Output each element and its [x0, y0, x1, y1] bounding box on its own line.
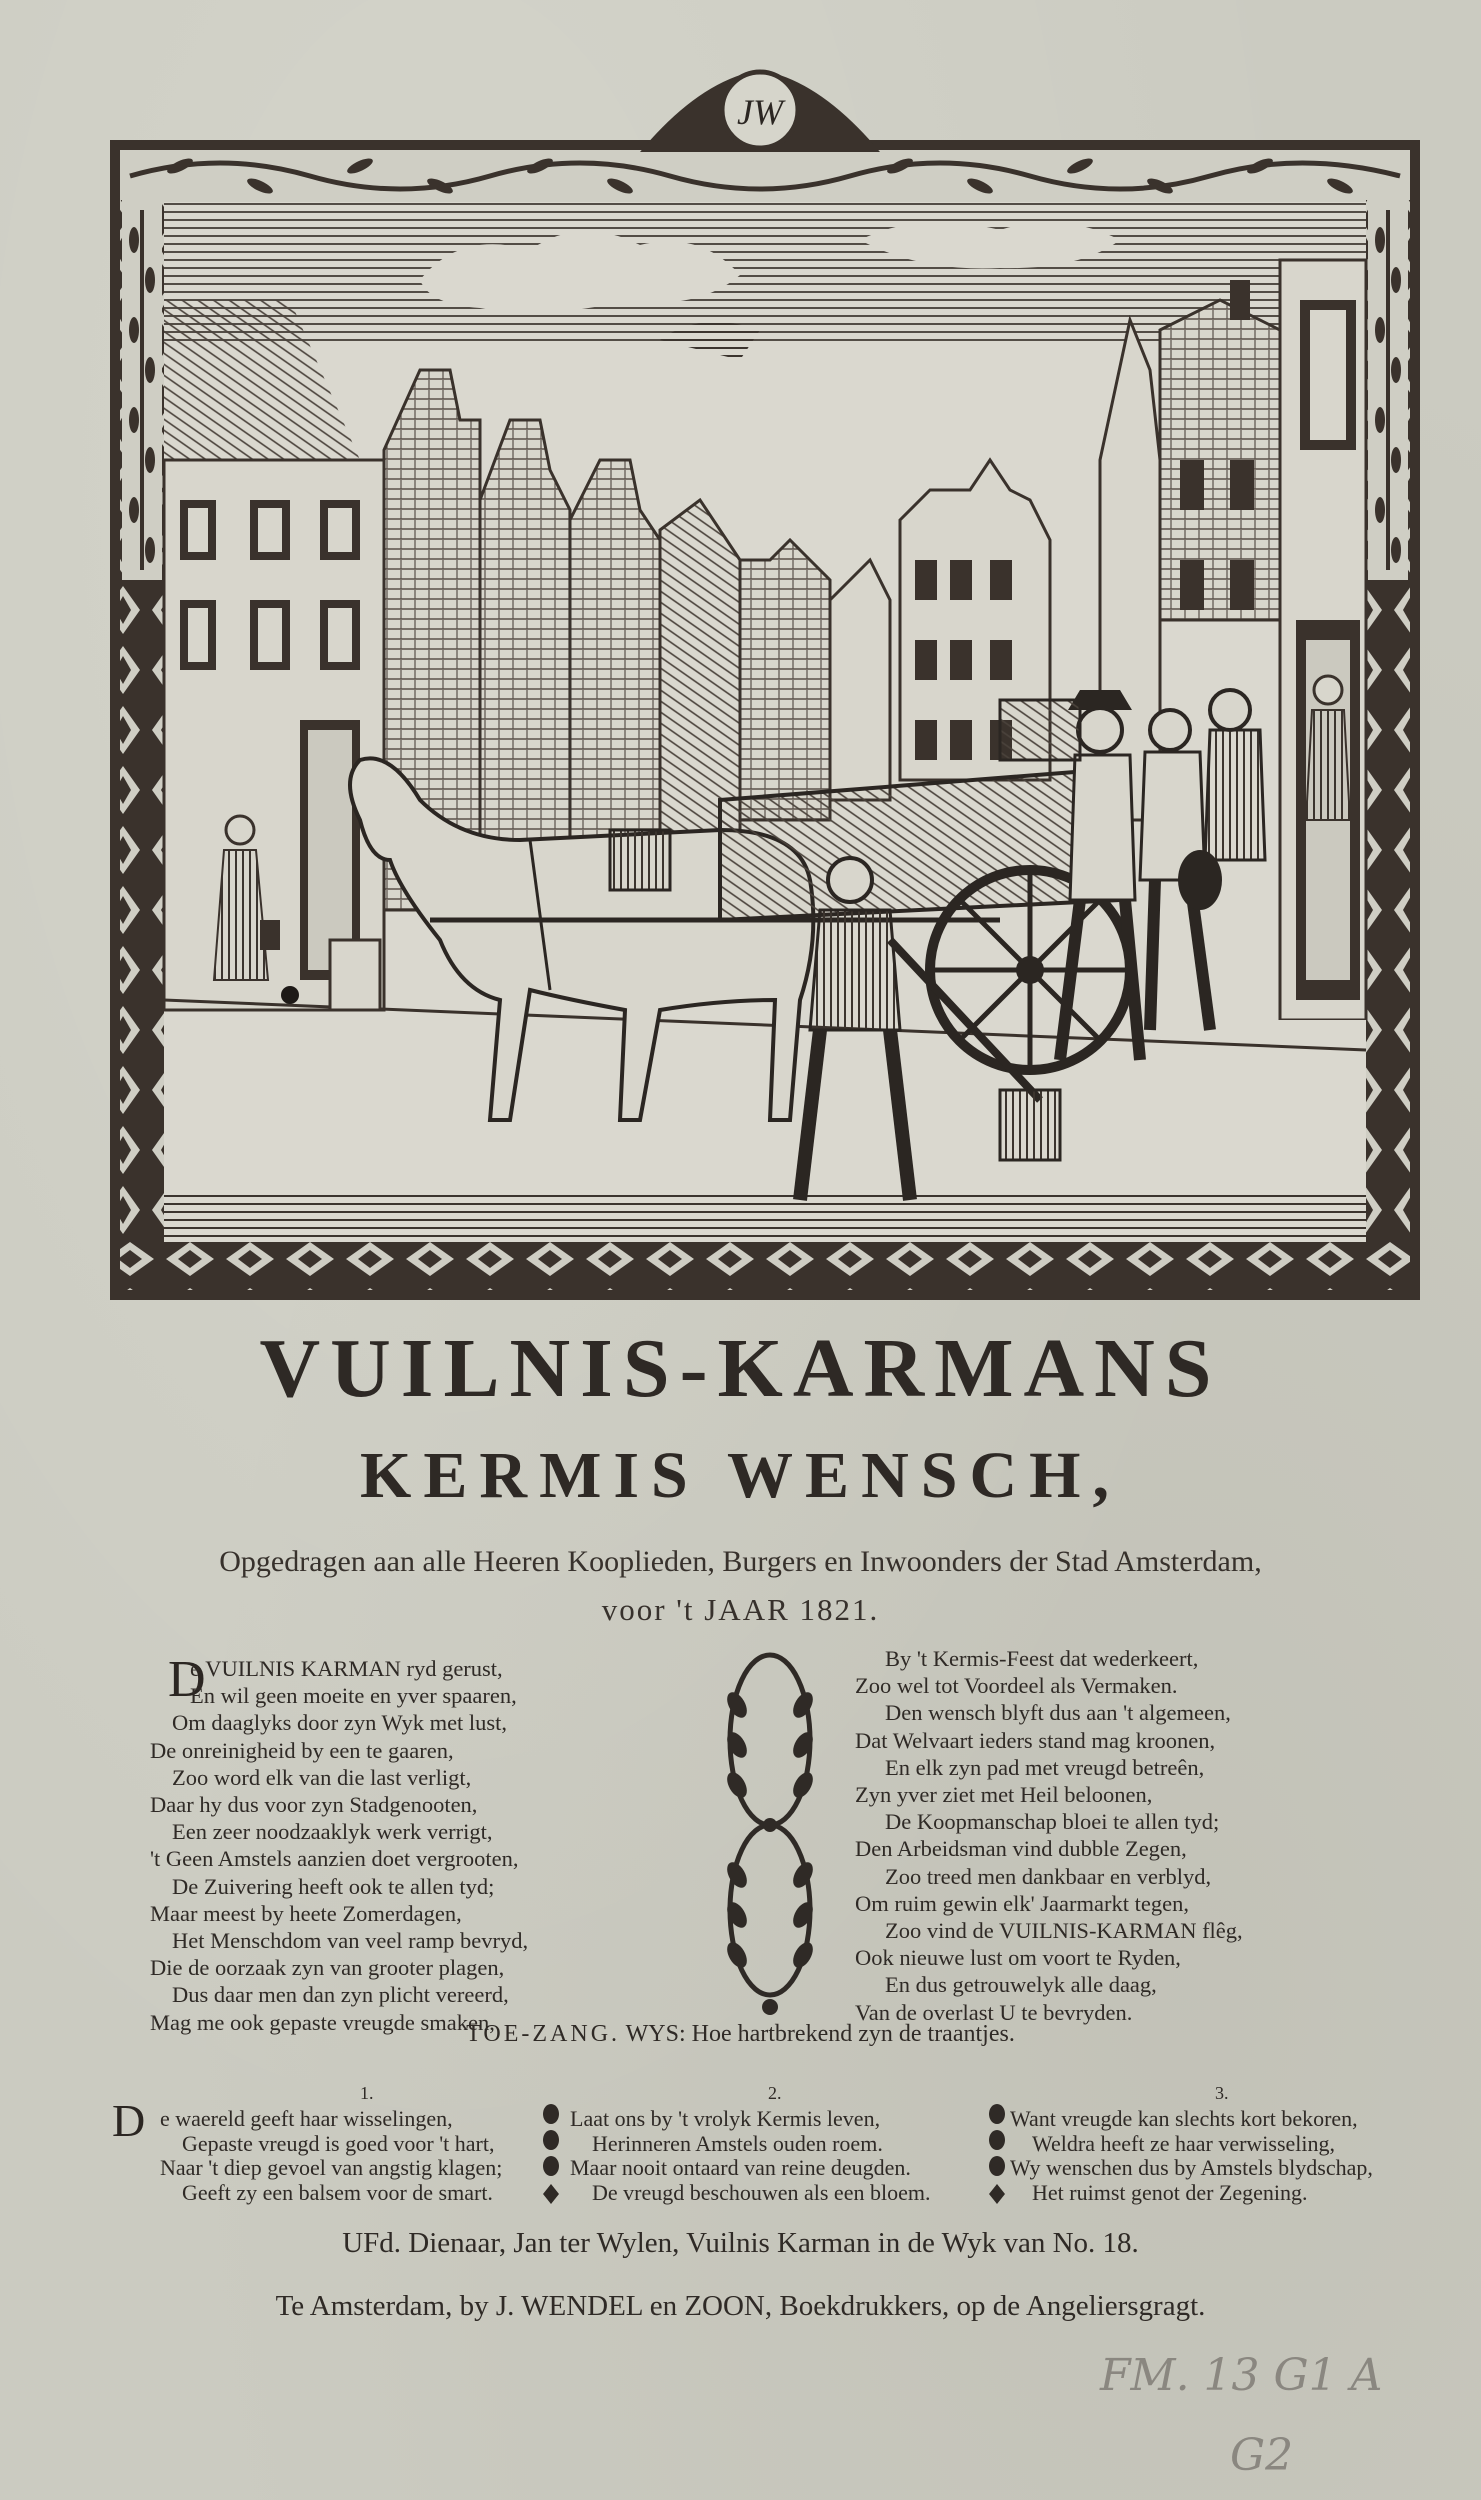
verse-line: Gepaste vreugd is goed voor 't hart, — [182, 2130, 495, 2156]
verse-line: e waereld geeft haar wisselingen, — [160, 2106, 453, 2131]
title-line-1: VUILNIS-KARMANS — [259, 1322, 1222, 1415]
verse-1 — [160, 2083, 540, 2205]
verse-line: Want vreugde kan slechts kort bekoren, — [1010, 2106, 1358, 2131]
monogram-text: JW — [737, 92, 783, 132]
verse-line: Wy wenschen dus by Amstels blydschap, — [1010, 2155, 1373, 2180]
poem-left-column — [150, 1651, 670, 2036]
verse-line: Herinneren Amstels ouden roem. — [592, 2130, 883, 2156]
poem-left-dropcap: D — [168, 1651, 206, 1708]
poem-line: De onreinigheid by een te gaaren, — [150, 1737, 454, 1763]
verse-line: Naar 't diep gevoel van angstig klagen; — [160, 2155, 503, 2180]
poem-line: Zyn yver ziet met Heil beloonen, — [855, 1782, 1153, 1808]
signature-line: UFd. Dienaar, Jan ter Wylen, Vuilnis Karman in de Wyk van No. 18. — [342, 2227, 1139, 2259]
floral-ornament-icon — [715, 1645, 825, 2020]
poem-line: Een zeer noodzaaklyk werk verrigt, — [172, 1819, 493, 1845]
poem-line: Zoo vind de VUILNIS-KARMAN flêg, — [885, 1918, 1243, 1944]
verse-line: Geeft zy een balsem voor de smart. — [182, 2179, 493, 2205]
verse-3-side-ornament-icon — [986, 2104, 1008, 2212]
pencil-note-line-2: G2 — [1230, 2430, 1294, 2481]
wys-label: WYS: — [625, 2021, 686, 2047]
pencil-archive-note — [1080, 2330, 1440, 2500]
poem-line: Om daaglyks door zyn Wyk met lust, — [172, 1710, 508, 1736]
verse-number: 2. — [768, 2083, 782, 2103]
monogram-medallion — [640, 70, 880, 152]
poem-line: e VUILNIS KARMAN ryd gerust, — [190, 1656, 503, 1681]
poem-line: Dat Welvaart ieders stand mag kroonen, — [855, 1727, 1216, 1753]
poem-line: Daar hy dus voor zyn Stadgenooten, — [150, 1792, 478, 1818]
poem-line: Van de overlast U te bevryden. — [855, 1999, 1133, 2025]
dedication-line: Opgedragen aan alle Heeren Kooplieden, Burgers en Inwoonders der Stad Amsterdam, — [219, 1545, 1262, 1578]
poem-line: Den wensch blyft dus aan 't algemeen, — [885, 1700, 1231, 1726]
poem-line: 't Geen Amstels aanzien doet vergrooten, — [150, 1846, 519, 1872]
poem-line: Het Menschdom van veel ramp bevryd, — [172, 1928, 529, 1954]
printer-imprint: Te Amsterdam, by J. WENDEL en ZOON, Boekdrukkers, op de Angeliersgragt. — [275, 2290, 1206, 2322]
poem-line: Zoo treed men dankbaar en verblyd, — [885, 1863, 1212, 1889]
verse-2-side-ornament-icon — [540, 2104, 562, 2212]
title-line-2: KERMIS WENSCH, — [360, 1439, 1121, 1512]
verse-number: 1. — [360, 2083, 374, 2103]
poem-line: Dus daar men dan zyn plicht vereerd, — [172, 1982, 509, 2008]
verse-line: Maar nooit ontaard van reine deugden. — [570, 2155, 911, 2180]
verse-line: Weldra heeft ze haar verwisseling, — [1032, 2130, 1336, 2156]
poem-line: Den Arbeidsman vind dubble Zegen, — [855, 1836, 1187, 1862]
poem-line: Ook nieuwe lust om voort te Ryden, — [855, 1945, 1181, 1971]
toezang-heading — [0, 2021, 1481, 2048]
pencil-note-line-1: FM. 13 G1 A — [1100, 2350, 1383, 2401]
verse-line: De vreugd beschouwen als een bloem. — [592, 2179, 931, 2205]
year-line: voor 't JAAR 1821. — [601, 1592, 880, 1627]
verse-2 — [570, 2083, 950, 2205]
poem-line: En dus getrouwelyk alle daag, — [885, 1972, 1157, 1998]
poem-right-column — [855, 1645, 1415, 2026]
verse-line: Het ruimst genot der Zegening. — [1032, 2179, 1308, 2205]
poem-line: En elk zyn pad met vreugd betreên, — [885, 1754, 1205, 1780]
verse-3 — [1010, 2083, 1410, 2205]
poem-line: Om ruim gewin elk' Jaarmarkt tegen, — [855, 1890, 1189, 1916]
tune-name: Hoe hartbrekend zyn de traantjes. — [691, 2021, 1015, 2047]
verse-1-dropcap: D — [112, 2095, 146, 2146]
poem-line: By 't Kermis-Feest dat wederkeert, — [885, 1646, 1199, 1671]
verse-line: Laat ons by 't vrolyk Kermis leven, — [570, 2106, 881, 2131]
verse-number: 3. — [1215, 2083, 1229, 2103]
poem-line: En wil geen moeite en yver spaaren, — [190, 1683, 517, 1709]
poem-line: Zoo word elk van die last verligt, — [172, 1764, 472, 1790]
poem-line: Maar meest by heete Zomerdagen, — [150, 1900, 462, 1926]
poem-line: Mag me ook gepaste vreugde smaken, — [150, 2009, 495, 2035]
poem-line: Zoo wel tot Voordeel als Vermaken. — [855, 1673, 1178, 1699]
poem-line: De Zuivering heeft ook te allen tyd; — [172, 1873, 495, 1899]
poem-line: Die de oorzaak zyn van grooter plagen, — [150, 1955, 505, 1981]
toezang-label: TOE-ZANG. — [466, 2021, 621, 2047]
poem-line: De Koopmanschap bloei te allen tyd; — [885, 1809, 1220, 1835]
woodcut-illustration — [100, 40, 1430, 1310]
